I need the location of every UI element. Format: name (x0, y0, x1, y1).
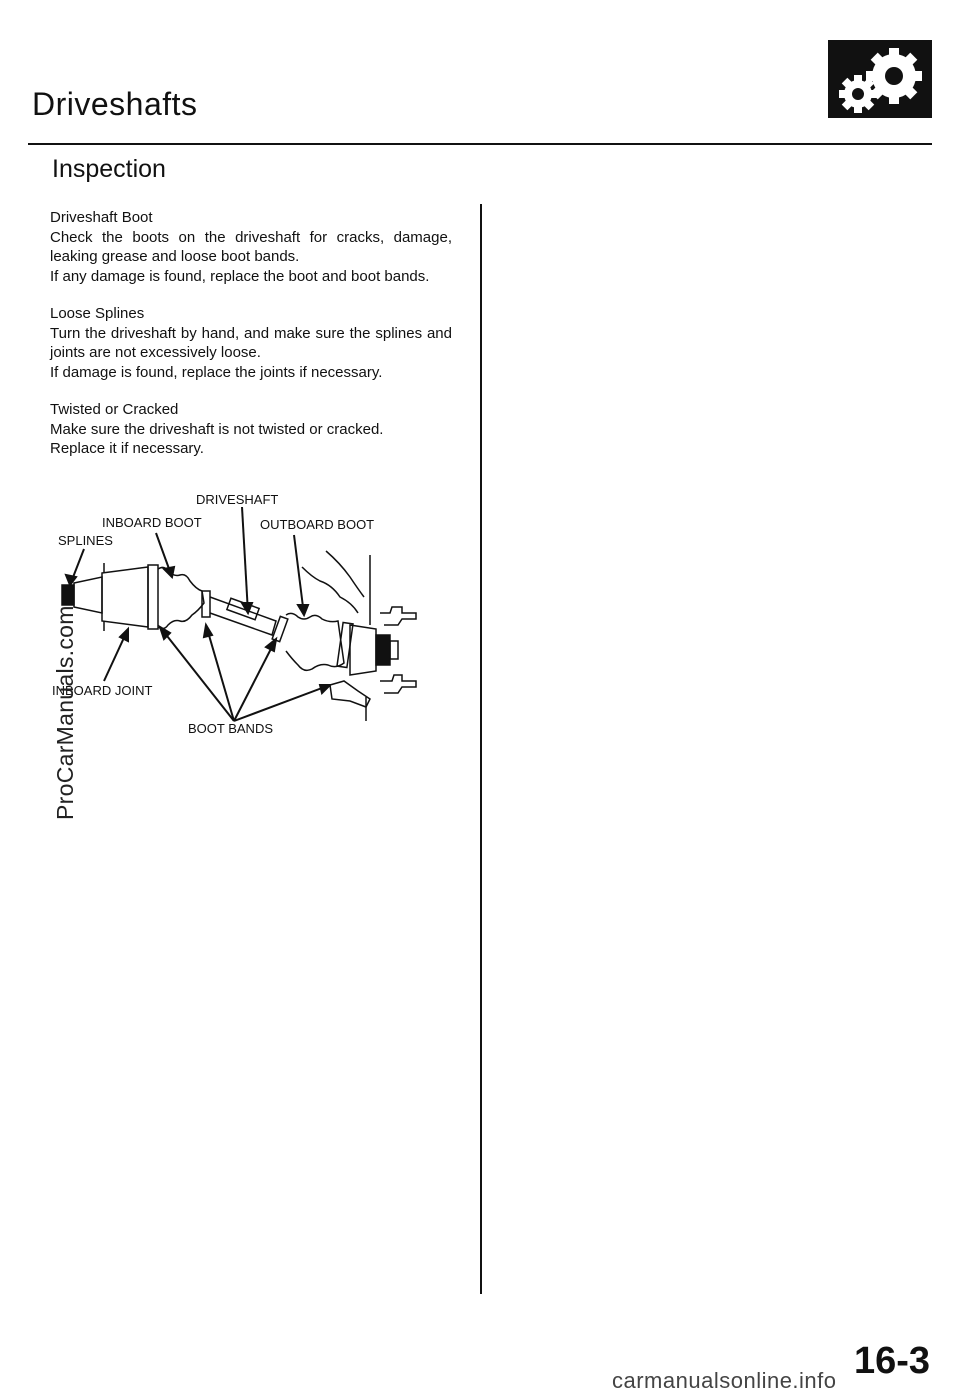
header-rule (28, 143, 932, 145)
page-title: Driveshafts (32, 86, 198, 122)
driveshaft-diagram (40, 485, 440, 745)
section-line: If any damage is found, replace the boot and boot bands. (50, 267, 430, 285)
label-inboard-boot: INBOARD BOOT (102, 515, 202, 530)
section-line: Make sure the driveshaft is not twisted or cracked. (50, 420, 384, 438)
section-driveshaft-boot (50, 208, 452, 286)
section-loose-splines (50, 304, 452, 382)
side-watermark: ProCarManuals.com (52, 605, 78, 820)
section-line: Turn the driveshaft by hand, and make sure the splines and joints are not excessively loose. (50, 324, 452, 361)
section-heading: Loose Splines (50, 305, 145, 322)
page-number: 16-3 (853, 1340, 930, 1382)
section-heading: Twisted or Cracked (50, 401, 179, 418)
gears-icon (828, 40, 932, 118)
column-divider (480, 204, 482, 1294)
label-driveshaft: DRIVESHAFT (196, 492, 279, 507)
label-boot-bands: BOOT BANDS (188, 721, 274, 736)
label-splines: SPLINES (58, 533, 113, 548)
label-outboard-boot: OUTBOARD BOOT (260, 517, 375, 532)
section-title: Inspection (52, 155, 166, 183)
section-line: Replace it if necessary. (50, 440, 204, 457)
section-line: Check the boots on the driveshaft for cracks, damage, leaking grease and loose boot bands. (50, 228, 452, 265)
label-inboard-joint: INBOARD JOINT (52, 683, 153, 698)
inspection-text (50, 208, 452, 477)
section-heading: Driveshaft Boot (50, 209, 153, 226)
section-line: If damage is found, replace the joints if necessary. (50, 363, 383, 381)
section-twisted-cracked (50, 400, 452, 459)
bottom-watermark: carmanualsonline.info (612, 1368, 837, 1393)
